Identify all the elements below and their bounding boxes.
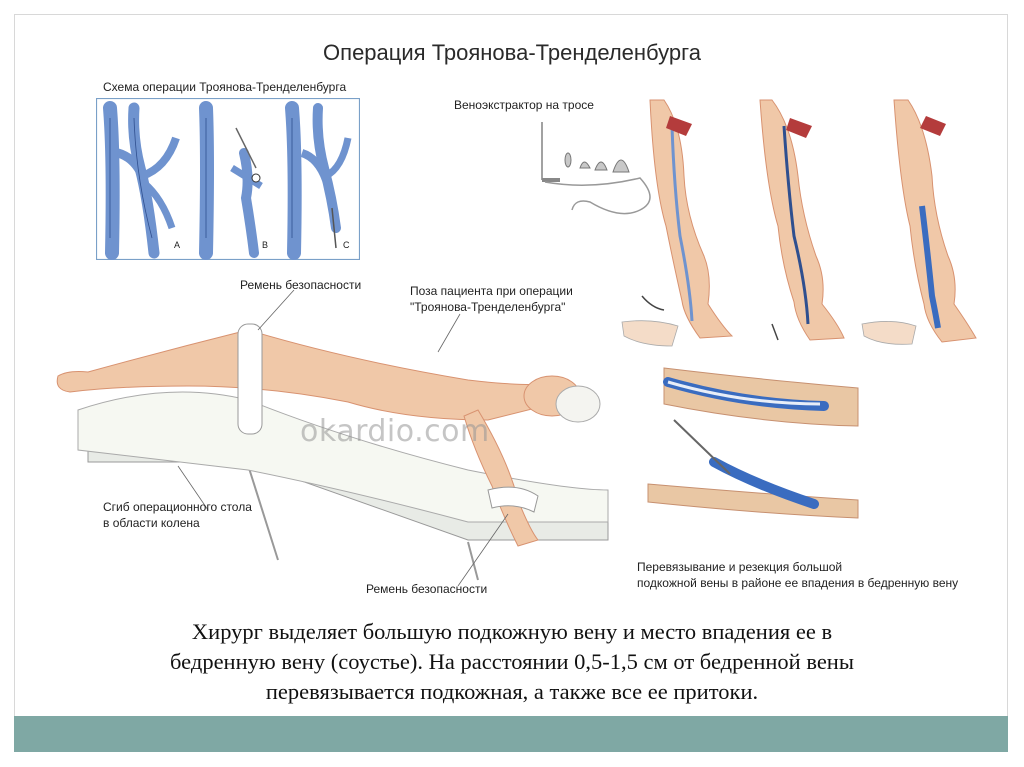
strap-bottom-label: Ремень безопасности <box>366 582 488 596</box>
scheme-title: Схема операции Троянова-Тренделенбурга <box>103 80 347 94</box>
caption-line1: Хирург выделяет большую подкожную вену и место впадения ее в <box>191 619 833 644</box>
leg-3 <box>862 100 976 344</box>
pose-label-line2: "Троянова-Тренделенбурга" <box>410 300 566 314</box>
table-bend-label-line2: в области колена <box>103 516 200 530</box>
veno-extractor-label: Веноэкстрактор на тросе <box>454 98 594 112</box>
bottom-bar <box>14 716 1008 752</box>
ligation-label-line2: подкожной вены в районе ее впадения в бедренную вену <box>637 576 959 590</box>
watermark: okardio.com <box>300 414 490 449</box>
scheme-diagram <box>96 98 360 260</box>
leg-1 <box>622 100 732 346</box>
strap-top-label: Ремень безопасности <box>240 278 362 292</box>
pose-label-line1: Поза пациента при операции <box>410 284 573 298</box>
legs-illustration <box>612 96 992 352</box>
scheme-letter-b: B <box>262 240 269 250</box>
caption <box>30 617 994 707</box>
leg-2 <box>760 100 844 340</box>
scheme-letter-c: C <box>343 240 350 250</box>
ligation-label-line1: Перевязывание и резекция большой <box>637 560 843 574</box>
slide-title: Операция Троянова-Тренделенбурга <box>323 40 701 65</box>
scheme-letter-a: A <box>174 240 181 250</box>
caption-line3: перевязывается подкожная, а также все ее притоки. <box>265 679 759 704</box>
ligation-illustration <box>644 364 874 524</box>
caption-line2: бедренную вену (соустье). На расстоянии 0,5-1,5 см от бедренной вены <box>170 649 854 674</box>
table-bend-label-line1: Сгиб операционного стола <box>103 500 252 514</box>
